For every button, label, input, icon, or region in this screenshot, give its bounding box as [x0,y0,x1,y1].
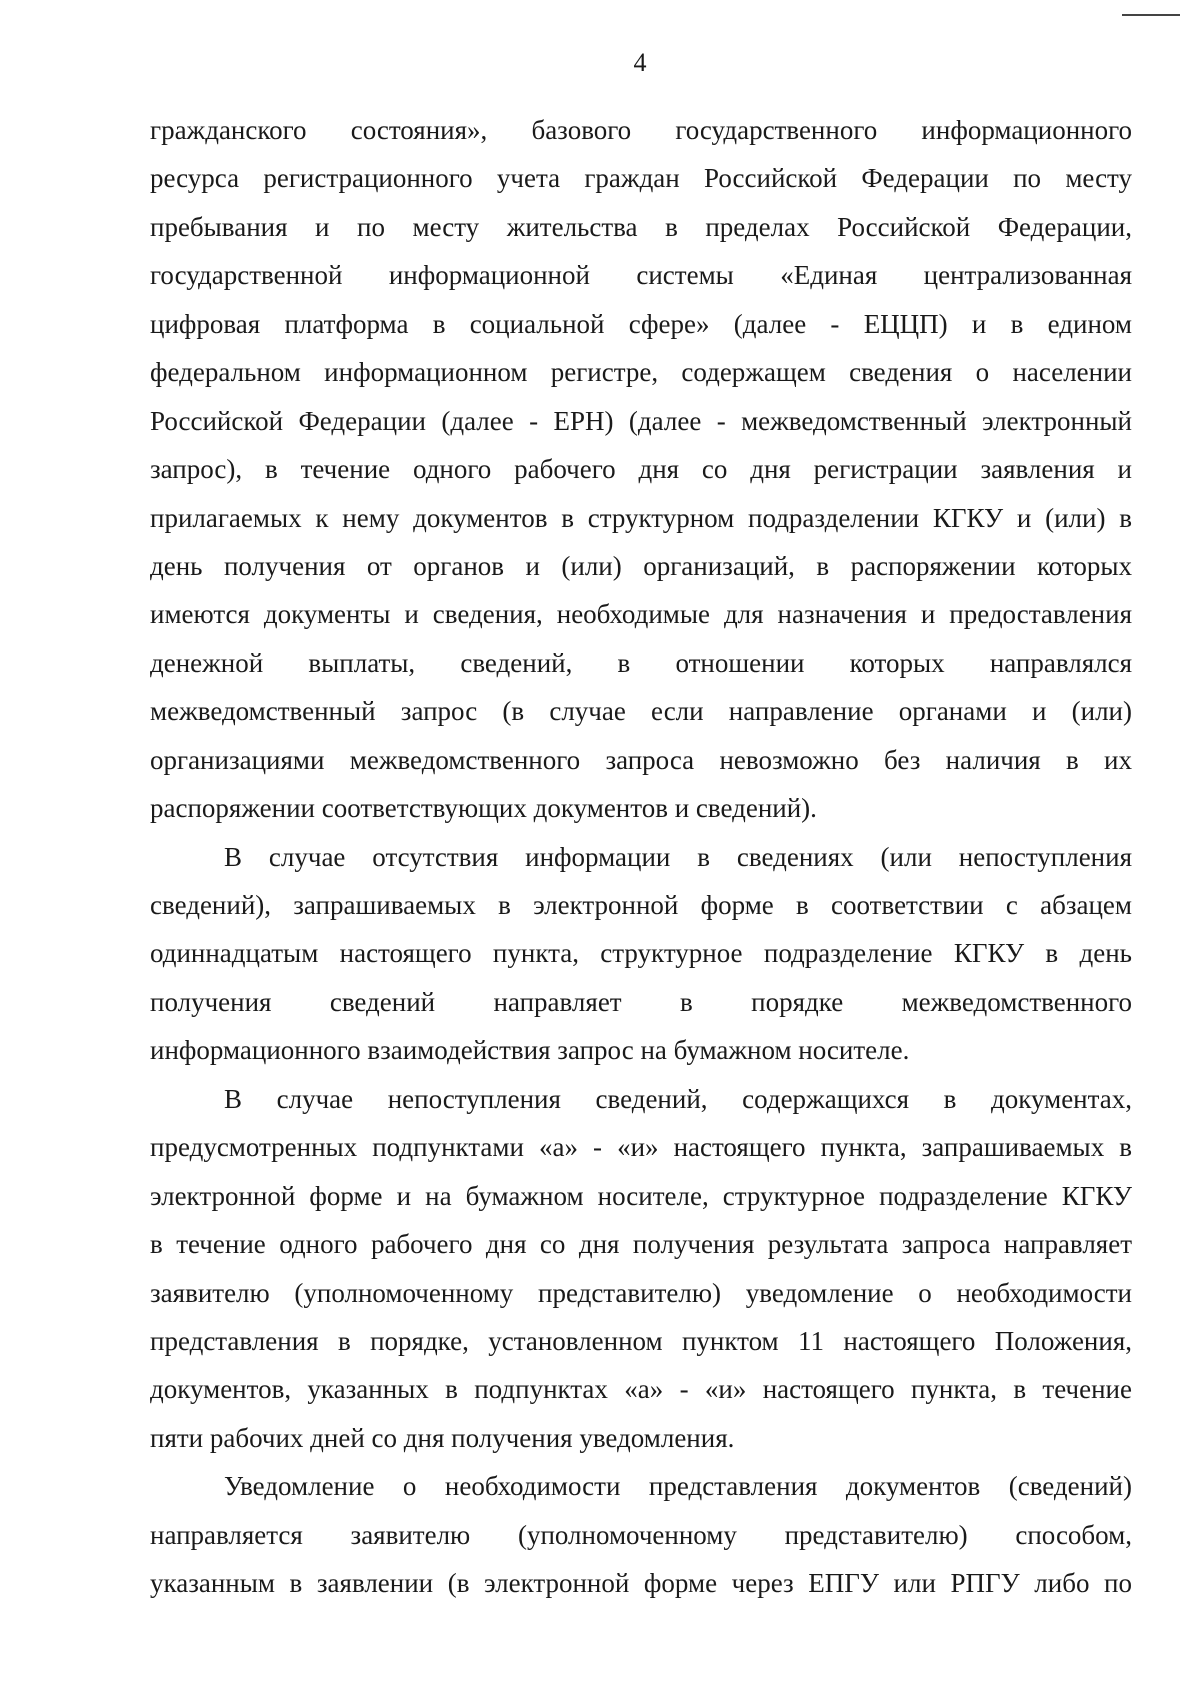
text-line-first: В случае отсутствия информации в сведениях (или непоступления [224,841,1132,872]
paragraph [150,106,1132,833]
text-line: ресурса регистрационного учета граждан Российской Федерации по месту [150,163,1132,194]
paragraph [150,1462,1132,1607]
paragraph [150,833,1132,1075]
text-line: запрос), в течение одного рабочего дня со дня регистрации заявления и [150,454,1132,485]
text-line-last: информационного взаимодействия запрос на бумажном носителе. [150,1035,910,1066]
text-line: гражданского состояния», базового государственного информационного [150,115,1132,145]
text-line: направляется заявителю (уполномоченному представителю) способом, [150,1519,1132,1550]
text-line-last: пяти рабочих дней со дня получения уведомления. [150,1422,735,1453]
text-line: пребывания и по месту жительства в пределах Российской Федерации, [150,211,1132,242]
text-line: указанным в заявлении (в электронной форме через ЕПГУ или РПГУ либо по [150,1568,1132,1599]
text-line: имеются документы и сведения, необходимые для назначения и предоставления [150,599,1132,630]
text-line: представления в порядке, установленном пунктом 11 настоящего Положения, [150,1325,1132,1356]
page-number: 4 [633,48,647,77]
text-line: межведомственный запрос (в случае если направление органами и (или) [150,696,1132,727]
text-line: заявителю (уполномоченному представителю) уведомление о необходимости [150,1277,1132,1308]
paragraph [150,1075,1132,1463]
text-line: предусмотренных подпунктами «а» - «и» настоящего пункта, запрашиваемых в [150,1132,1132,1163]
text-line: федеральном информационном регистре, содержащем сведения о населении [150,357,1132,388]
text-line: сведений), запрашиваемых в электронной форме в соответствии с абзацем [150,890,1132,920]
text-line: день получения от органов и (или) организаций, в распоряжении которых [150,550,1132,581]
text-line: прилагаемых к нему документов в структурном подразделении КГКУ и (или) в [150,502,1132,533]
text-line-first: В случае непоступления сведений, содержащихся в документах, [224,1083,1132,1114]
corner-scan-mark [1122,14,1180,16]
text-line: цифровая платформа в социальной сфере» (далее - ЕЦЦП) и в едином [150,308,1132,339]
text-line: организациями межведомственного запроса невозможно без наличия в их [150,744,1132,775]
document-body [150,106,1132,1608]
text-line: Российской Федерации (далее - ЕРН) (далее - межведомственный электронный [150,405,1132,436]
text-line: получения сведений направляет в порядке межведомственного [150,986,1132,1017]
text-line-last: распоряжении соответствующих документов и сведений). [150,793,817,824]
text-line: электронной форме и на бумажном носителе, структурное подразделение КГКУ [150,1180,1132,1211]
text-line: одиннадцатым настоящего пункта, структурное подразделение КГКУ в день [150,938,1132,969]
text-line-first: Уведомление о необходимости представления документов (сведений) [224,1471,1132,1502]
text-line: документов, указанных в подпунктах «а» - «и» настоящего пункта, в течение [150,1374,1132,1405]
text-line: государственной информационной системы «Единая централизованная [150,260,1132,291]
text-line: в течение одного рабочего дня со дня получения результата запроса направляет [150,1229,1132,1260]
text-line: денежной выплаты, сведений, в отношении которых направлялся [150,647,1132,678]
